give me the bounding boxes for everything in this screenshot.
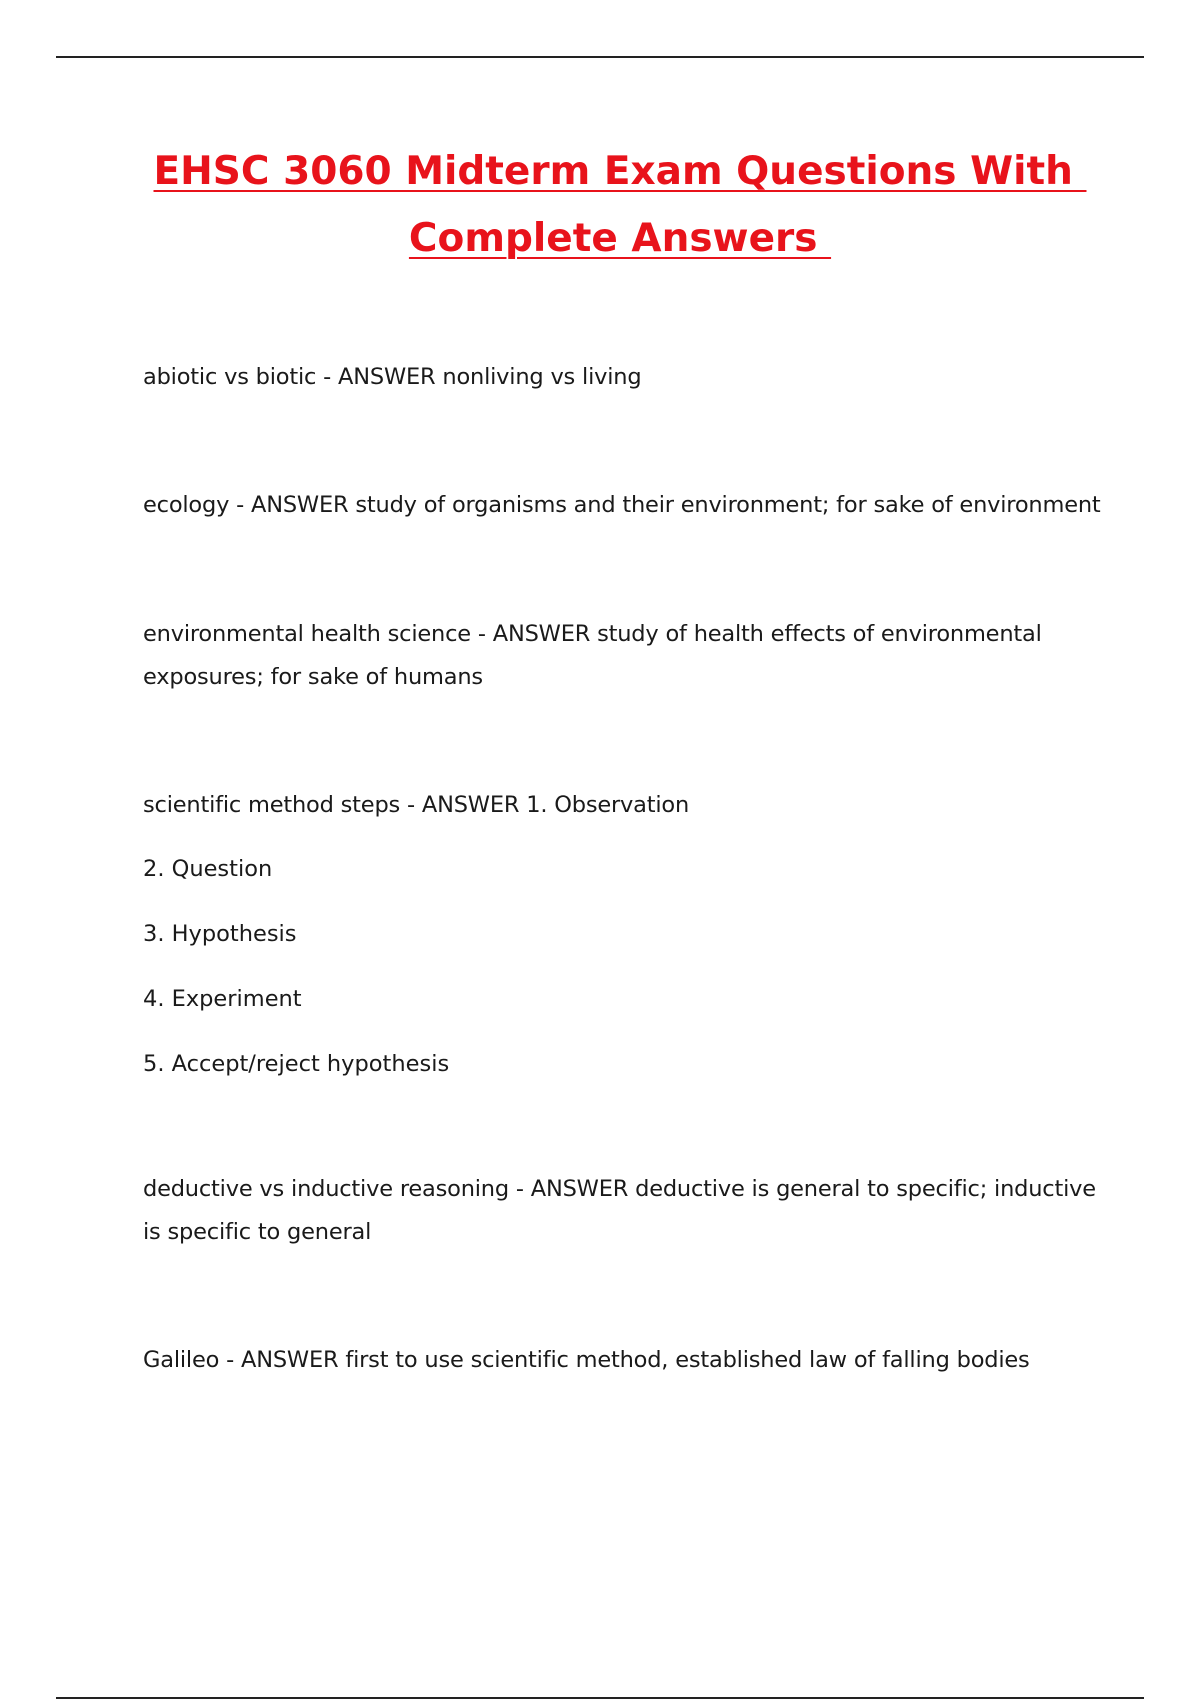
qa-entry-env-health-science: environmental health science - ANSWER study of health effects of environmental exposures; for sake of humans (143, 621, 1042, 690)
method-step-3: 3. Hypothesis (143, 921, 297, 947)
document-title-line-2: Complete Answers (408, 216, 832, 261)
document-title-line-1: EHSC 3060 Midterm Exam Questions With (153, 149, 1087, 194)
qa-entry-scientific-method: scientific method steps - ANSWER 1. Observation (143, 792, 690, 818)
qa-entry-abiotic: abiotic vs biotic - ANSWER nonliving vs living (143, 364, 642, 390)
method-step-5: 5. Accept/reject hypothesis (143, 1051, 450, 1077)
footer-rule (56, 1697, 1144, 1699)
qa-entry-ecology: ecology - ANSWER study of organisms and their environment; for sake of environment (143, 492, 1101, 518)
method-step-2: 2. Question (143, 856, 273, 882)
qa-entry-galileo: Galileo - ANSWER first to use scientific method, established law of falling bodies (143, 1347, 1030, 1373)
document-title (140, 138, 1100, 272)
qa-entry-reasoning: deductive vs inductive reasoning - ANSWER deductive is general to specific; inductive is specific to general (143, 1176, 1096, 1245)
method-step-4: 4. Experiment (143, 986, 302, 1012)
header-rule (56, 56, 1144, 58)
